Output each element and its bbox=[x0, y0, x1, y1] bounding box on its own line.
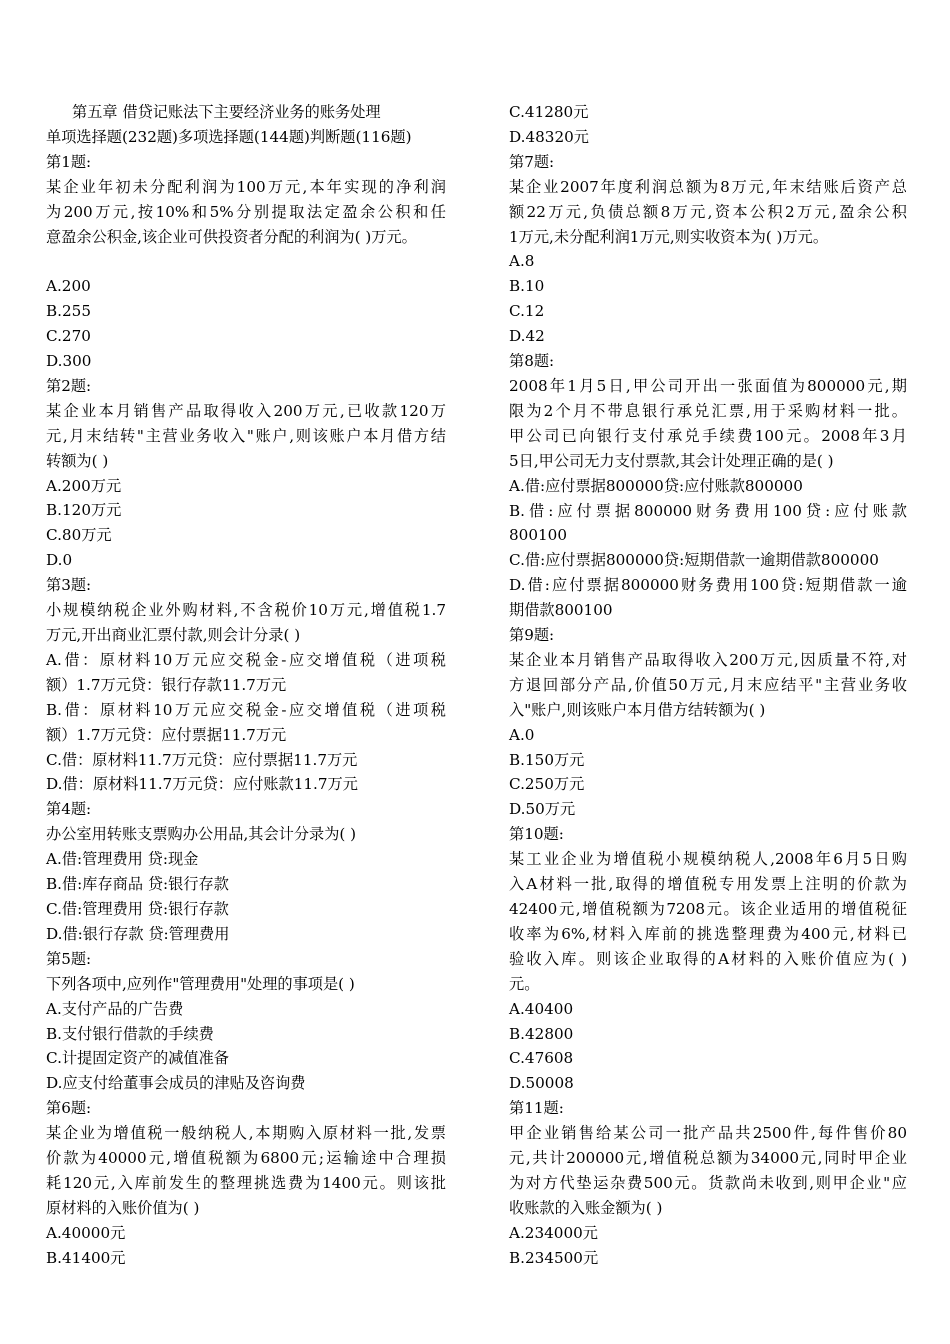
question-count-summary: 单项选择题(232题)多项选择题(144题)判断题(116题) bbox=[46, 127, 412, 146]
chapter-title: 第五章 借贷记账法下主要经济业务的账务处理 bbox=[72, 103, 381, 121]
question-text-line: 甲企业销售给某公司一批产品共2500件,每件售价80 bbox=[509, 1124, 907, 1143]
question-number: 第10题: bbox=[509, 825, 564, 844]
answer-option-a: A.200万元 bbox=[46, 476, 122, 495]
question-text-line: 耗120元,入库前发生的整理挑选费为1400元。则该批 bbox=[46, 1173, 446, 1192]
answer-option-d: D.50008 bbox=[509, 1074, 574, 1093]
answer-option-c: C.借:应付票据800000贷:短期借款一逾期借款800000 bbox=[509, 551, 879, 570]
question-text-line: 某企业为增值税一般纳税人,本期购入原材料一批,发票 bbox=[46, 1124, 446, 1143]
answer-option-d: D.50万元 bbox=[509, 800, 576, 819]
question-number: 第9题: bbox=[509, 626, 555, 645]
answer-option-a: A.支付产品的广告费 bbox=[46, 999, 184, 1018]
question-text-line: 下列各项中,应列作"管理费用"处理的事项是( ) bbox=[46, 974, 355, 993]
question-text-line: 1万元,未分配利润1万元,则实收资本为( )万元。 bbox=[509, 227, 829, 246]
question-text-line: 甲公司已向银行支付承兑手续费100元。2008年3月 bbox=[509, 426, 907, 445]
question-text-line: 2008年1月5日,甲公司开出一张面值为800000元,期 bbox=[509, 376, 907, 395]
answer-option-a: A.0 bbox=[509, 725, 535, 744]
question-text-line: 验收入库。则该企业取得的A材料的入账价值应为( ) bbox=[509, 949, 907, 968]
answer-option-b: B.120万元 bbox=[46, 501, 122, 520]
answer-option-d: D.42 bbox=[509, 327, 545, 346]
left-column bbox=[46, 100, 446, 1271]
answer-option-a: A.8 bbox=[509, 252, 535, 271]
question-text-line: 5日,甲公司无力支付票款,其会计处理正确的是( ) bbox=[509, 451, 834, 470]
question-text-line: 为对方代垫运杂费500元。货款尚未收到,则甲企业"应 bbox=[509, 1173, 907, 1192]
question-text-line: 800100 bbox=[509, 526, 567, 545]
answer-option-a: A.借：原材料10万元应交税金-应交增值税（进项税 bbox=[46, 650, 446, 669]
question-number: 第1题: bbox=[46, 152, 92, 171]
question-text-line: 方退回部分产品,价值50万元,月末应结平"主营业务收 bbox=[509, 675, 907, 694]
question-number: 第3题: bbox=[46, 576, 92, 595]
answer-option-a: A.200 bbox=[46, 277, 91, 296]
question-text-line: 某企业本月销售产品取得收入200万元,已收款120万 bbox=[46, 401, 446, 420]
question-number: 第11题: bbox=[509, 1099, 564, 1118]
answer-option-c: C.80万元 bbox=[46, 526, 112, 545]
answer-option-d: D.借：原材料11.7万元贷：应付账款11.7万元 bbox=[46, 775, 358, 794]
answer-option-b: B.41400元 bbox=[46, 1248, 126, 1267]
answer-option-b: B.234500元 bbox=[509, 1248, 599, 1267]
answer-option-c: C.计提固定资产的减值准备 bbox=[46, 1049, 229, 1068]
question-text-line: 为200万元,按10%和5%分别提取法定盈余公积和任 bbox=[46, 202, 446, 221]
question-text-line: 原材料的入账价值为( ) bbox=[46, 1198, 200, 1217]
right-column bbox=[509, 100, 907, 1271]
answer-option-b: B.150万元 bbox=[509, 750, 585, 769]
question-text-line: 某企业本月销售产品取得收入200万元,因质量不符,对 bbox=[509, 650, 907, 669]
question-number: 第4题: bbox=[46, 800, 92, 819]
question-text-line: 小规模纳税企业外购材料,不含税价10万元,增值税1.7 bbox=[46, 601, 446, 620]
question-text-line: 转额为( ) bbox=[46, 451, 109, 470]
question-text-line: 元,共计200000元,增值税总额为34000元,同时甲企业 bbox=[509, 1149, 907, 1168]
answer-option-c: C.250万元 bbox=[509, 775, 585, 794]
question-text-line: 期借款800100 bbox=[509, 601, 613, 620]
answer-option-b: B.42800 bbox=[509, 1024, 574, 1043]
answer-option-b: B.借:库存商品 贷:银行存款 bbox=[46, 875, 229, 894]
question-text-line: 某企业年初未分配利润为100万元,本年实现的净利润 bbox=[46, 177, 446, 196]
question-text-line: 某工业企业为增值税小规模纳税人,2008年6月5日购 bbox=[509, 850, 907, 869]
answer-option-c: C.12 bbox=[509, 302, 545, 321]
answer-option-c: C.41280元 bbox=[509, 103, 589, 121]
question-number: 第5题: bbox=[46, 949, 92, 968]
question-text-line: 元。 bbox=[509, 974, 540, 993]
answer-option-b: B.借：原材料10万元应交税金-应交增值税（进项税 bbox=[46, 700, 446, 719]
answer-option-d: D.48320元 bbox=[509, 127, 589, 146]
answer-option-b: B.255 bbox=[46, 302, 91, 321]
answer-option-c: C.47608 bbox=[509, 1049, 574, 1068]
answer-option-a: A.40400 bbox=[509, 999, 574, 1018]
answer-option-b: B.支付银行借款的手续费 bbox=[46, 1024, 214, 1043]
question-number: 第6题: bbox=[46, 1099, 92, 1118]
answer-option-d: D.借:应付票据800000财务费用100贷:短期借款一逾 bbox=[509, 576, 907, 595]
answer-option-d: D.300 bbox=[46, 352, 92, 371]
answer-option-a: A.借:应付票据800000贷:应付账款800000 bbox=[509, 476, 803, 495]
answer-option-a: A.借:管理费用 贷:现金 bbox=[46, 850, 199, 869]
answer-option-b: B.借:应付票据800000财务费用100贷:应付账款 bbox=[509, 501, 907, 520]
question-text-line: 限为2个月不带息银行承兑汇票,用于采购材料一批。 bbox=[509, 401, 907, 420]
question-text-line: 入A材料一批,取得的增值税专用发票上注明的价款为 bbox=[509, 875, 907, 894]
question-text-line: 万元,开出商业汇票付款,则会计分录( ) bbox=[46, 626, 301, 645]
question-text-line: 收账款的入账金额为( ) bbox=[509, 1198, 663, 1217]
answer-option-d: D.应支付给董事会成员的津贴及咨询费 bbox=[46, 1074, 306, 1093]
answer-option-b: B.10 bbox=[509, 277, 545, 296]
answer-option-c: C.借:管理费用 贷:银行存款 bbox=[46, 899, 229, 918]
answer-option-d: D.0 bbox=[46, 551, 73, 570]
answer-option-c: C.借：原材料11.7万元贷：应付票据11.7万元 bbox=[46, 750, 358, 769]
question-text-line: 某企业2007年度利润总额为8万元,年末结账后资产总 bbox=[509, 177, 907, 196]
question-text-line: 意盈余公积金,该企业可供投资者分配的利润为( )万元。 bbox=[46, 227, 417, 246]
answer-option-d: D.借:银行存款 贷:管理费用 bbox=[46, 924, 230, 943]
question-text-line: 收率为6%,材料入库前的挑选整理费为400元,材料已 bbox=[509, 924, 907, 943]
question-text-line: 办公室用转账支票购办公用品,其会计分录为( ) bbox=[46, 825, 357, 844]
blank-line bbox=[46, 249, 446, 274]
answer-option-a: A.40000元 bbox=[46, 1223, 126, 1242]
question-number: 第2题: bbox=[46, 376, 92, 395]
answer-option-c: C.270 bbox=[46, 327, 91, 346]
question-number: 第7题: bbox=[509, 152, 555, 171]
question-text-line: 元,月末结转"主营业务收入"账户,则该账户本月借方结 bbox=[46, 426, 446, 445]
question-text-line: 额22万元,负债总额8万元,资本公积2万元,盈余公积 bbox=[509, 202, 907, 221]
answer-option-a: A.234000元 bbox=[509, 1223, 598, 1242]
question-text-line: 额）1.7万元贷：银行存款11.7万元 bbox=[46, 675, 287, 694]
question-number: 第8题: bbox=[509, 352, 555, 371]
question-text-line: 价款为40000元,增值税额为6800元;运输途中合理损 bbox=[46, 1149, 446, 1168]
question-text-line: 额）1.7万元贷：应付票据11.7万元 bbox=[46, 725, 287, 744]
question-text-line: 42400元,增值税额为7208元。该企业适用的增值税征 bbox=[509, 900, 907, 918]
question-text-line: 入"账户,则该账户本月借方结转额为( ) bbox=[509, 700, 766, 719]
